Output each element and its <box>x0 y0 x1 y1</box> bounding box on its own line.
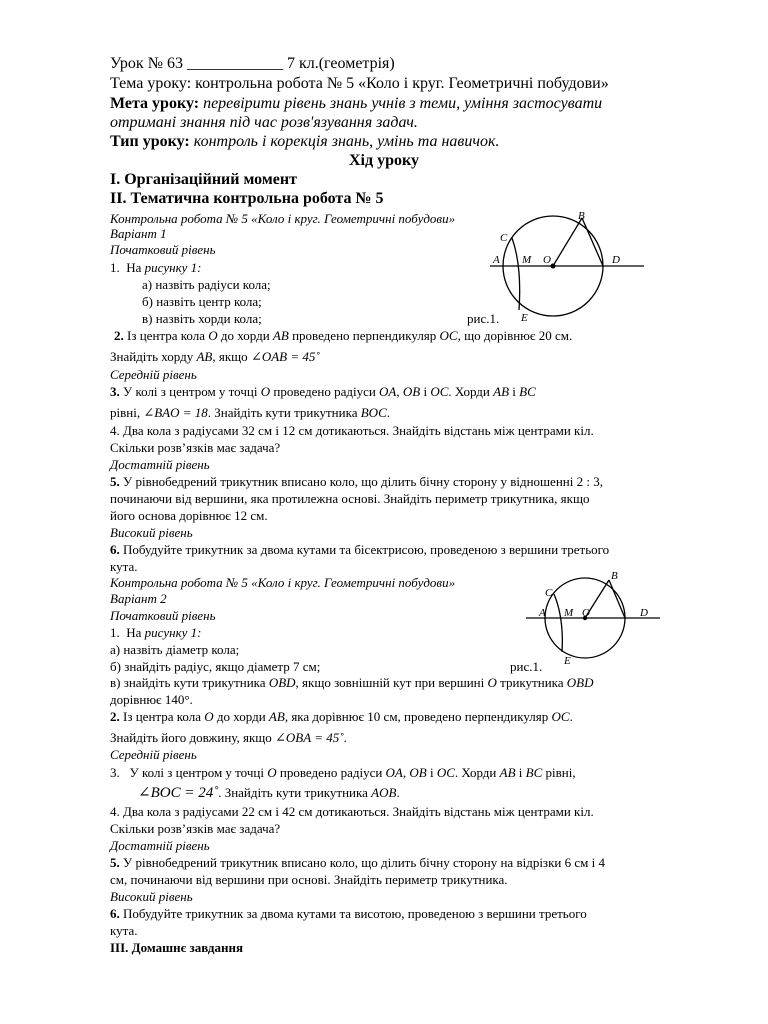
v2-q5-line2: см, починаючи від вершини при основі. Знайдіть периметр трикутника. <box>110 872 508 887</box>
fig1-radius-ob <box>553 218 582 266</box>
fig2-chord-bd <box>609 580 625 618</box>
lesson-goal-line1 <box>110 96 602 112</box>
variant2-level4: Високий рівень <box>110 889 193 904</box>
v2-q3-and2: і <box>518 765 523 780</box>
v1-q3-l2a: рівні, <box>110 405 141 420</box>
v1-q3-and2: і <box>512 384 516 399</box>
circle-figure-2 <box>524 572 664 668</box>
v1-q3-p3: . Хорди <box>448 384 490 399</box>
section-2-heading: II. Тематична контрольна робота № 5 <box>110 190 384 207</box>
fig1-label-m: M <box>522 254 532 266</box>
lesson-type <box>110 134 499 150</box>
v1-q5-num: 5. <box>110 474 120 489</box>
v1-q3-formula: ∠BAO = 18 <box>143 405 208 420</box>
goal-text-1: перевірити рівень знань учнів з теми, уміння застосувати <box>203 95 603 112</box>
section-3-heading: III. Домашнє завдання <box>110 940 243 955</box>
fig1-center-dot <box>551 264 556 269</box>
v1-q2-num: 2. <box>114 328 124 343</box>
v2-q6-l1: Побудуйте трикутник за двома кутами та висотою, проведеною з вершини третього <box>123 906 587 921</box>
fig2-label-c: C <box>545 587 553 599</box>
v1-q4-line1: 4. Два кола з радіусами 32 см і 12 см дотикаються. Знайдіть відстань між центрами кіл. <box>110 423 594 438</box>
v2-q4-line1: 4. Два кола з радіусами 22 см і 42 см дотикаються. Знайдіть відстань між центрами кіл. <box>110 804 594 819</box>
type-label: Тип уроку: <box>110 133 190 150</box>
v2-q1c-d: O <box>487 675 497 690</box>
variant1-label: Варіант 1 <box>110 226 167 241</box>
v2-q2-p2: до хорди <box>216 709 266 724</box>
v1-q2-p4: , що дорівнює 20 см. <box>457 328 573 343</box>
section-1-heading: I. Організаційний момент <box>110 171 297 188</box>
variant1-level4: Високий рівень <box>110 525 193 540</box>
v1-q2-o: O <box>208 328 218 343</box>
v2-q3-line1 <box>110 766 576 779</box>
v1-q2-l2b: , якщо <box>212 349 248 364</box>
v2-q3-line2: ∠BOC = 24˚. Знайдіть кути трикутника AOB. <box>138 785 400 801</box>
v2-q5-num: 5. <box>110 855 120 870</box>
fig2-label-d: D <box>640 607 648 619</box>
v1-q3-p1: У колі з центром у точці <box>123 384 258 399</box>
v2-q1-a: а) назвіть діаметр кола; <box>110 642 240 657</box>
v1-q1-text: На <box>126 260 142 275</box>
fig1-label-d: D <box>612 254 620 266</box>
v1-q3-radii: OA, OB <box>379 384 421 399</box>
v1-q3-l2b: . Знайдіть кути трикутника <box>207 405 358 420</box>
v2-q6-line2: кута. <box>110 923 138 938</box>
v2-q3-bc: BC <box>525 765 543 780</box>
variant1-level2: Середній рівень <box>110 367 197 382</box>
variant2-level3: Достатній рівень <box>110 838 210 853</box>
v2-q1c-c: , якщо зовнішній кут при вершині <box>295 675 485 690</box>
v2-q2-ab: AB <box>268 709 285 724</box>
variant2-level1: Початковий рівень <box>110 608 216 623</box>
v2-q2-num: 2. <box>110 709 120 724</box>
circle-figure-1 <box>488 208 656 326</box>
v2-q2-line1: 2. Із центра кола O до хорди AB, яка дорівнює 10 см, проведено перпендикуляр OC. <box>110 709 573 724</box>
v1-q6-num: 6. <box>110 542 120 557</box>
v1-q3-line1 <box>110 385 536 398</box>
v1-q3-line2: рівні, ∠BAO = 18. Знайдіть кути трикутника BOC. <box>110 405 390 420</box>
v2-q3-num: 3. <box>110 765 120 780</box>
v1-q3-oc: OC <box>430 384 449 399</box>
v2-q1-text: На <box>126 625 142 640</box>
lesson-number: Урок № 63 ____________ 7 кл.(геометрія) <box>110 55 395 72</box>
v1-q5-line1 <box>110 475 603 488</box>
v2-q5-l1: У рівнобедрений трикутник вписано коло, що ділить бічну сторону на відрізки 6 см і 4 <box>123 855 605 870</box>
variant2-title: Контрольна робота № 5 «Коло і круг. Геометричні побудови» <box>110 575 456 590</box>
fig2-label-b: B <box>611 572 618 582</box>
fig1-label-c: C <box>500 232 508 244</box>
v1-q6-line2: кута. <box>110 559 138 574</box>
v1-q1 <box>110 261 202 274</box>
v1-q2-l2a: Знайдіть хорду <box>110 349 194 364</box>
fig1-label-a: A <box>493 254 500 266</box>
v1-q3-bc: BC <box>519 384 536 399</box>
fig2-label-a: A <box>539 607 546 619</box>
v1-q2-p2: до хорди <box>220 328 270 343</box>
v1-q2-p3: проведено перпендикуляр <box>292 328 437 343</box>
lesson-goal-line2: отримані знання під час розв'язування задач. <box>110 114 418 131</box>
v1-q2-line2 <box>110 350 320 363</box>
v1-q5-l1: У рівнобедрений трикутник вписано коло, що ділить бічну сторону у відношенні 2 : 3, <box>123 474 603 489</box>
fig1-label-o: O <box>543 254 551 266</box>
v1-q1-b: б) назвіть центр кола; <box>142 294 262 309</box>
v2-q2-l2: Знайдіть його довжину, якщо <box>110 730 272 745</box>
v2-q2-oc: OC <box>551 709 570 724</box>
variant1-level1: Початковий рівень <box>110 242 216 257</box>
fig2-chord-ce <box>554 594 562 652</box>
v2-q6-num: 6. <box>110 906 120 921</box>
variant2-label: Варіант 2 <box>110 591 167 606</box>
v1-q3-ab: AB <box>493 384 510 399</box>
v2-q3-p2: проведено радіуси <box>279 765 383 780</box>
v1-q5-line2: починаючи від вершини, яка протилежна основі. Знайдіть периметр трикутника, якщо <box>110 491 590 506</box>
v1-q1-ref: рисунку 1: <box>144 260 202 275</box>
v2-q1-b: б) знайдіть радіус, якщо діаметр 7 см; <box>110 659 321 674</box>
v2-q1c-f: OBD <box>566 675 594 690</box>
variant1-title: Контрольна робота № 5 «Коло і круг. Геометричні побудови» <box>110 211 456 226</box>
v2-q3-tri: AOB <box>371 785 397 800</box>
lesson-topic: Тема уроку: контрольна робота № 5 «Коло і круг. Геометричні побудови» <box>110 75 609 92</box>
v1-q6-line1 <box>110 543 609 556</box>
v1-q1-num: 1. <box>110 260 120 275</box>
v2-q3-p1: У колі з центром у точці <box>129 765 264 780</box>
v1-q1-a: а) назвіть радіуси кола; <box>142 277 271 292</box>
variant1-level3: Достатній рівень <box>110 457 210 472</box>
variant2-level2: Середній рівень <box>110 747 197 762</box>
v1-q4-line2: Скільки розв’язків має задача? <box>110 440 281 455</box>
v1-q3-tri: BOC <box>360 405 387 420</box>
v2-q3-p3: . Хорди <box>454 765 497 780</box>
v2-q4-line2: Скільки розв’язків має задача? <box>110 821 281 836</box>
v2-q5-line1 <box>110 856 605 869</box>
v2-q2-p1: Із центра кола <box>123 709 201 724</box>
v1-fig-caption: рис.1. <box>467 311 500 326</box>
v1-q1-c: в) назвіть хорди кола; <box>142 311 262 326</box>
v1-q2-ab: AB <box>272 328 289 343</box>
v2-q3-radii: OA, OB <box>385 765 427 780</box>
fig2-label-e: E <box>564 655 571 667</box>
fig2-label-o: O <box>582 607 590 619</box>
fig1-label-e: E <box>521 312 528 324</box>
v2-q1-ref: рисунку 1: <box>144 625 202 640</box>
v2-q1c-b: OBD <box>268 675 296 690</box>
v2-q2-line2: Знайдіть його довжину, якщо ∠OBA = 45˚. <box>110 730 347 745</box>
v1-q2-ab2: AB <box>196 349 213 364</box>
v1-q2-p1: Із центра кола <box>127 328 205 343</box>
v2-q1c-a: в) знайдіть кути трикутника <box>110 675 266 690</box>
v1-q6-l1: Побудуйте трикутник за двома кутами та бісектрисою, проведеною з вершини третього <box>123 542 610 557</box>
fig1-chord-bd <box>582 218 603 266</box>
v2-q1-c-line1 <box>110 676 594 689</box>
v2-q3-oc: OC <box>436 765 455 780</box>
v2-q1c-e: трикутника <box>500 675 564 690</box>
goal-label: Мета уроку: <box>110 95 200 112</box>
v1-q3-p2: проведено радіуси <box>273 384 376 399</box>
type-text: контроль і корекція знань, умінь та навичок. <box>193 133 500 150</box>
v2-q3-l2: . Знайдіть кути трикутника <box>218 785 368 800</box>
v1-q3-num: 3. <box>110 384 120 399</box>
v2-q3-o: O <box>267 765 277 780</box>
course-title: Хід уроку <box>349 152 419 169</box>
v2-q6-line1 <box>110 907 587 920</box>
v2-fig-caption: рис.1. <box>510 659 543 674</box>
v1-q3-and: і <box>423 384 428 399</box>
v2-q2-p3: , яка дорівнює 10 см, проведено перпендикуляр <box>284 709 549 724</box>
v2-q1 <box>110 626 202 639</box>
v2-q3-formula: ∠BOC = 24˚ <box>138 785 219 801</box>
v2-q3-p4: рівні, <box>545 765 576 780</box>
v2-q2-formula: ∠OBA = 45˚ <box>275 730 344 745</box>
v2-q3-ab: AB <box>499 765 516 780</box>
v1-q2-formula: ∠OAB = 45˚ <box>250 349 320 364</box>
v1-q2-oc: OC <box>439 328 458 343</box>
v2-q3-and: і <box>429 765 434 780</box>
v2-q1-c-line2: дорівнює 140°. <box>110 692 193 707</box>
v1-q3-o: O <box>260 384 271 399</box>
fig1-label-b: B <box>578 210 585 222</box>
v1-q2-line1 <box>114 329 572 342</box>
v2-q2-o: O <box>204 709 214 724</box>
fig2-label-m: M <box>564 607 574 619</box>
v1-q5-line3: його основа дорівнює 12 см. <box>110 508 268 523</box>
v2-q1-num: 1. <box>110 625 120 640</box>
